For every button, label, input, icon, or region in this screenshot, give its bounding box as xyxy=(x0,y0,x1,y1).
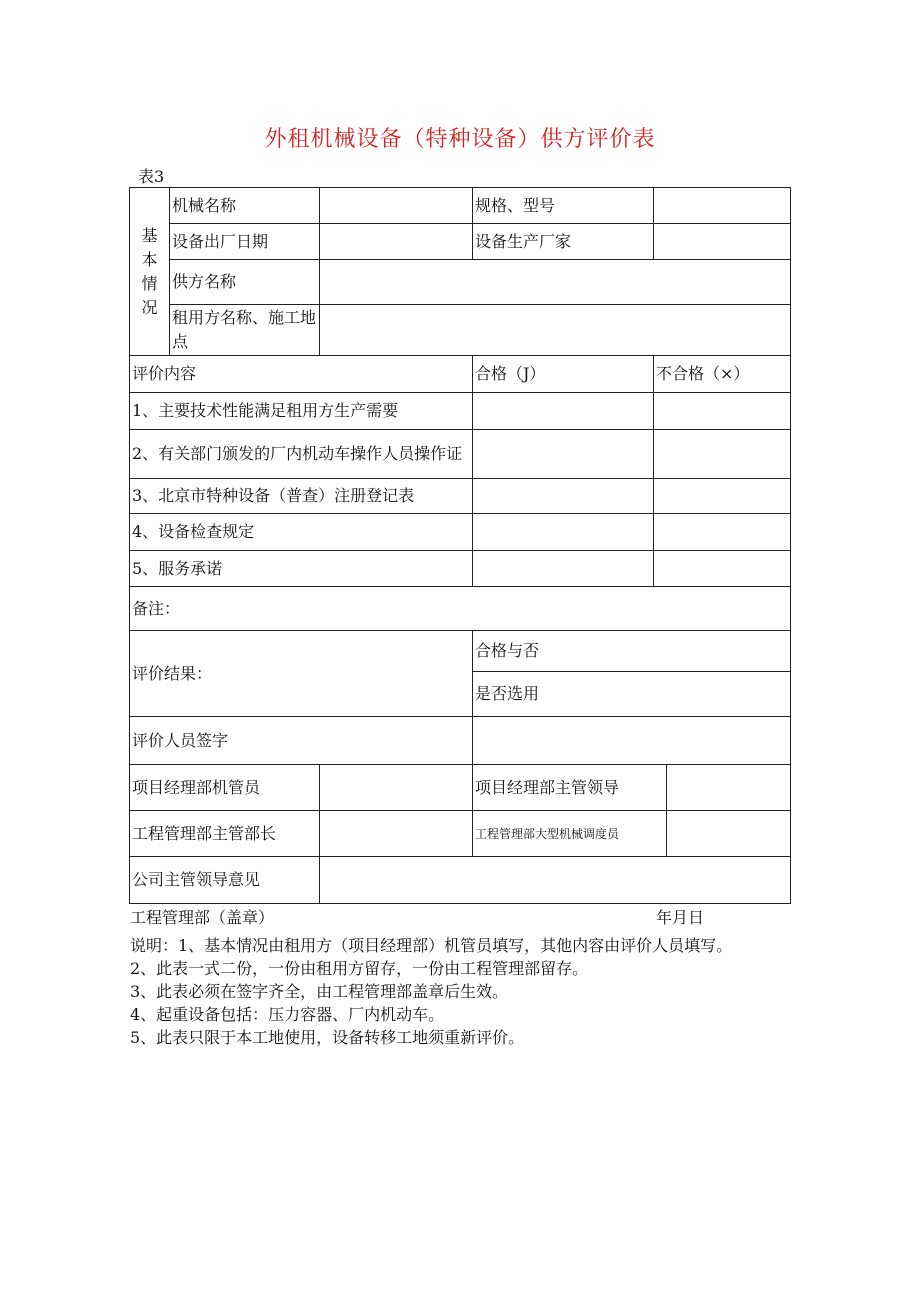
eval-item-fail-cell[interactable] xyxy=(654,551,791,587)
row-factory-date xyxy=(130,224,791,260)
supplier-name-cell[interactable] xyxy=(320,260,791,305)
note-item: 2、此表一式二份，一份由租用方留存，一份由工程管理部留存。 xyxy=(130,959,589,978)
qualified-cell[interactable]: 合格与否 xyxy=(473,631,791,672)
manufacturer-label: 设备生产厂家 xyxy=(473,224,654,260)
date-label: 年月日 xyxy=(656,908,705,927)
row-eval-header xyxy=(130,356,791,393)
eval-item-fail-cell[interactable] xyxy=(654,514,791,551)
selected-cell[interactable]: 是否选用 xyxy=(473,672,791,717)
eval-item-pass-cell[interactable] xyxy=(473,514,654,551)
notes-section xyxy=(130,934,792,1049)
row-supplier xyxy=(130,260,791,305)
eval-item-text: 5、服务承诺 xyxy=(130,551,473,587)
eval-item-row xyxy=(130,551,791,587)
eval-result-label: 评价结果： xyxy=(130,631,473,717)
row-evaluator-signature xyxy=(130,717,791,765)
row-eng-signatures xyxy=(130,811,791,857)
note-item: 3、此表必须在签字齐全，由工程管理部盖章后生效。 xyxy=(130,982,509,1001)
row-lessee xyxy=(130,305,791,356)
eval-item-text: 4、设备检查规定 xyxy=(130,514,473,551)
eng-dept-head-cell[interactable] xyxy=(320,811,473,857)
note-item: 5、此表只限于本工地使用，设备转移工地须重新评价。 xyxy=(130,1028,525,1047)
pass-header: 合格（J） xyxy=(473,356,654,393)
note-item: 说明：1、基本情况由租用方（项目经理部）机管员填写，其他内容由评价人员填写。 xyxy=(130,936,733,955)
manufacturer-cell[interactable] xyxy=(654,224,791,260)
project-mgr-leader-cell[interactable] xyxy=(667,765,791,811)
eval-item-pass-cell[interactable] xyxy=(473,479,654,514)
row-company-opinion xyxy=(130,857,791,904)
eval-content-header: 评价内容 xyxy=(130,356,473,393)
eval-item-fail-cell[interactable] xyxy=(654,479,791,514)
eval-item-fail-cell[interactable] xyxy=(654,430,791,479)
project-mgr-officer-label: 项目经理部机管员 xyxy=(130,765,320,811)
eval-item-pass-cell[interactable] xyxy=(473,551,654,587)
form-title: 外租机械设备（特种设备）供方评价表 xyxy=(264,127,656,152)
evaluation-form-table xyxy=(129,187,791,904)
eval-item-text: 2、有关部门颁发的厂内机动车操作人员操作证 xyxy=(130,430,473,479)
factory-date-cell[interactable] xyxy=(320,224,473,260)
eval-item-text: 1、主要技术性能满足租用方生产需要 xyxy=(130,393,473,430)
company-leader-opinion-cell[interactable] xyxy=(320,857,791,904)
eval-item-fail-cell[interactable] xyxy=(654,393,791,430)
company-leader-opinion-label: 公司主管领导意见 xyxy=(130,857,320,904)
eval-item-row xyxy=(130,430,791,479)
note-item: 4、起重设备包括：压力容器、厂内机动车。 xyxy=(130,1005,445,1024)
fail-header: 不合格（×） xyxy=(654,356,791,393)
project-mgr-officer-cell[interactable] xyxy=(320,765,473,811)
eng-dept-dispatcher-cell[interactable] xyxy=(667,811,791,857)
project-mgr-leader-label: 项目经理部主管领导 xyxy=(473,765,667,811)
stamp-label: 工程管理部（盖章） xyxy=(130,908,275,927)
row-machine-name xyxy=(130,188,791,224)
remarks-cell[interactable]: 备注： xyxy=(130,587,791,631)
lessee-site-cell[interactable] xyxy=(320,305,791,356)
row-remarks xyxy=(130,587,791,631)
table-number: 表3 xyxy=(138,167,165,186)
eng-dept-head-label: 工程管理部主管部长 xyxy=(130,811,320,857)
spec-model-label: 规格、型号 xyxy=(473,188,654,224)
spec-model-cell[interactable] xyxy=(654,188,791,224)
machine-name-cell[interactable] xyxy=(320,188,473,224)
evaluator-signature-label: 评价人员签字 xyxy=(130,717,473,765)
eval-item-row xyxy=(130,514,791,551)
factory-date-label: 设备出厂日期 xyxy=(170,224,320,260)
machine-name-label: 机械名称 xyxy=(170,188,320,224)
evaluator-signature-cell[interactable] xyxy=(473,717,791,765)
lessee-site-label: 租用方名称、施工地点 xyxy=(170,305,320,356)
row-result-1 xyxy=(130,631,791,672)
eval-item-row xyxy=(130,393,791,430)
supplier-name-label: 供方名称 xyxy=(170,260,320,305)
basic-info-label: 基本情况 xyxy=(130,188,170,356)
eng-dept-dispatcher-label: 工程管理部大型机械调度员 xyxy=(473,811,667,857)
eval-item-pass-cell[interactable] xyxy=(473,393,654,430)
eval-item-row xyxy=(130,479,791,514)
eval-item-pass-cell[interactable] xyxy=(473,430,654,479)
eval-item-text: 3、北京市特种设备（普查）注册登记表 xyxy=(130,479,473,514)
row-project-signatures xyxy=(130,765,791,811)
